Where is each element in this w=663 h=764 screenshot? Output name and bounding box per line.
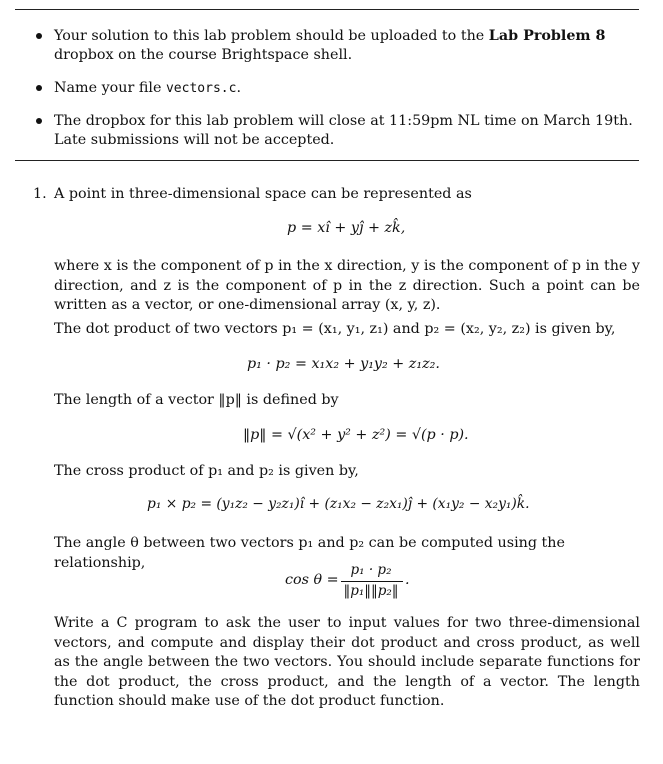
- bullet-icon: [36, 33, 42, 39]
- fraction-bar: [341, 581, 403, 582]
- components-paragraph: where x is the component of p in the x direction, y is the component of p in the y direction, and z is the component of p in the z direction. Such a point can be written as a vector, or one-dimensional array (x, y, z).: [54, 258, 640, 313]
- instruction-text: Name your file: [54, 80, 166, 96]
- length-intro: The length of a vector ‖p‖ is defined by: [54, 392, 339, 408]
- equation-length: ‖p‖ = √(x² + y² + z²) = √(p · p).: [243, 427, 469, 443]
- instruction-item: [32, 79, 642, 98]
- instruction-item: [32, 27, 642, 65]
- file-name: vectors.c: [165, 81, 237, 96]
- bullet-icon: [36, 85, 42, 91]
- equation-angle-period: .: [405, 572, 410, 588]
- instruction-list: [32, 27, 642, 150]
- equation-angle-lhs: cos θ =: [285, 572, 339, 588]
- angle-intro: The angle θ between two vectors p₁ and p₂ can be computed using the relationship,: [54, 535, 565, 571]
- equation-point: p = xî + yĵ + zk̂,: [287, 220, 406, 236]
- instruction-text: The dropbox for this lab problem will close at 11:59pm NL time on March 19th. Late submissions will not be accepted.: [54, 113, 633, 148]
- dot-product-intro: The dot product of two vectors p₁ = (x₁, y₁, z₁) and p₂ = (x₂, y₂, z₂) is given by,: [54, 321, 616, 337]
- instruction-text: Your solution to this lab problem should be uploaded to the: [54, 28, 489, 44]
- instruction-text: .: [236, 80, 241, 96]
- section-rule: [15, 160, 639, 161]
- bullet-icon: [36, 118, 42, 124]
- cross-product-intro: The cross product of p₁ and p₂ is given by,: [54, 463, 359, 479]
- task-paragraph: Write a C program to ask the user to input values for two three-dimensional vectors, and compute and display their dot product and cross product, as well as the angle between the two vectors. You should include separate functions for the dot product, the cross product, and the length of a vector. The length function should make use of the dot product function.: [54, 615, 640, 709]
- equation-dot-product: p₁ · p₂ = x₁x₂ + y₁y₂ + z₁z₂.: [247, 356, 440, 372]
- dropbox-name: Lab Problem 8: [488, 28, 606, 44]
- top-rule: [15, 9, 639, 10]
- problem-intro: A point in three-dimensional space can be represented as: [54, 186, 472, 202]
- equation-angle-denominator: ‖p₁‖‖p₂‖: [343, 583, 399, 599]
- instruction-text: dropbox on the course Brightspace shell.: [54, 47, 353, 63]
- equation-angle-numerator: p₁ · p₂: [350, 562, 392, 578]
- problem-number: 1.: [33, 186, 47, 202]
- equation-cross-product: p₁ × p₂ = (y₁z₂ − y₂z₁)î + (z₁x₂ − z₂x₁)ĵ + (x₁y₂ − x₂y₁)k̂.: [147, 496, 530, 512]
- instruction-item: [32, 112, 642, 150]
